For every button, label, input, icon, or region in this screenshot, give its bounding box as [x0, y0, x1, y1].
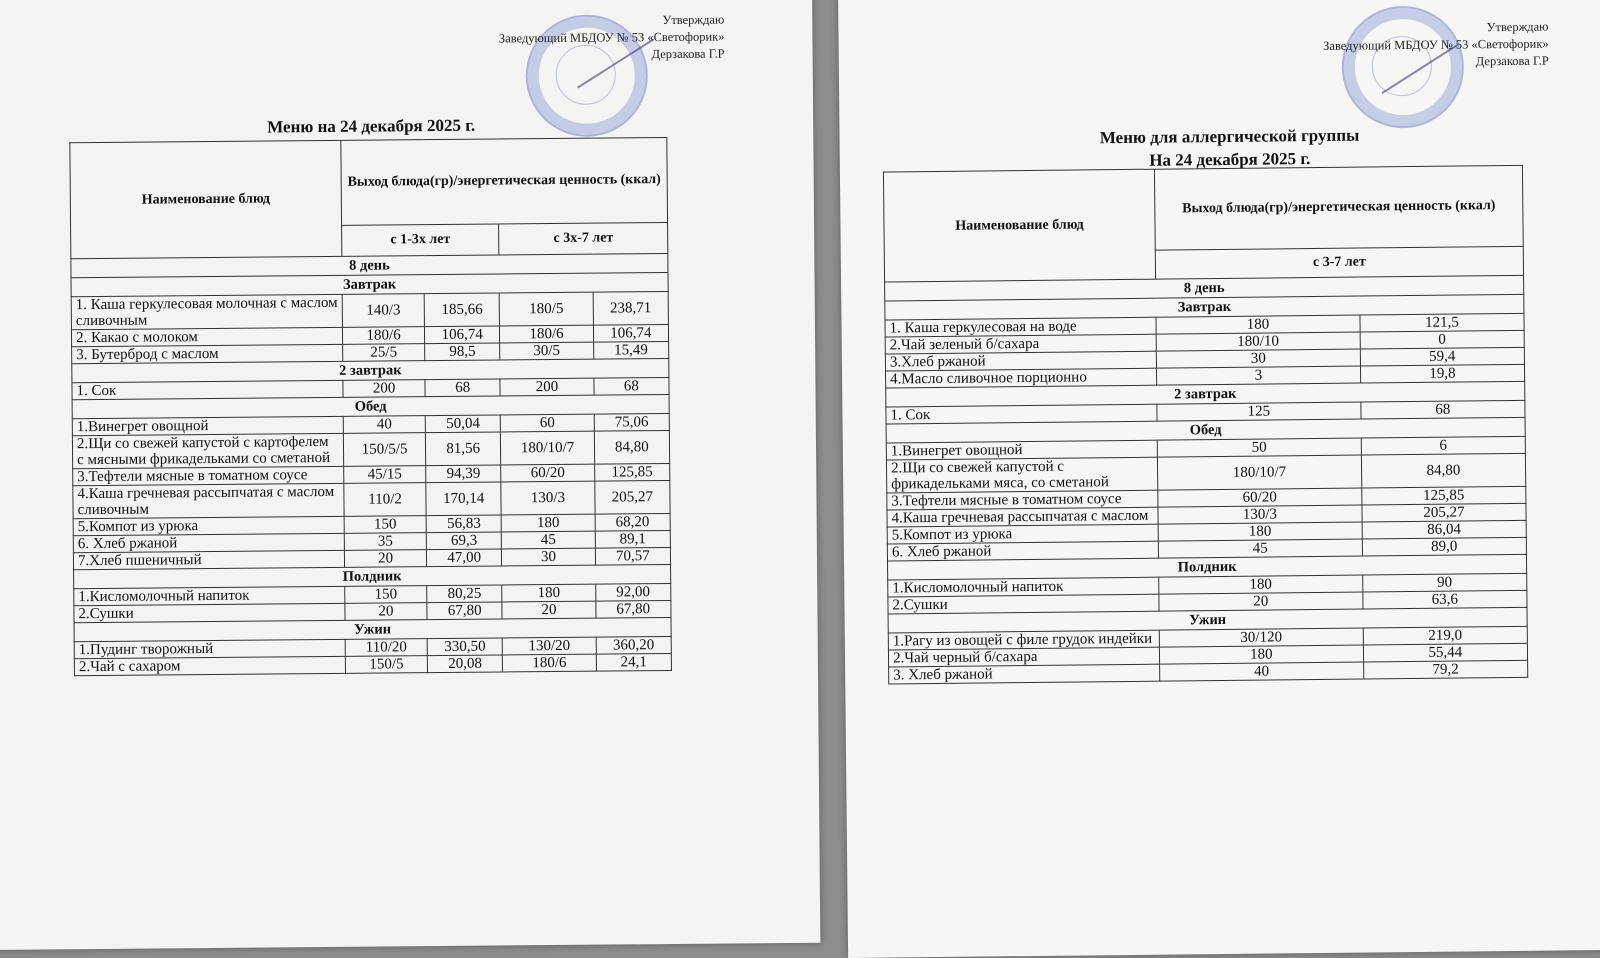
approval-line: Заведующий МБДОУ № 53 «Светофорик» [498, 29, 725, 46]
dish-name: 2.Сушки [888, 594, 1159, 614]
dish-name: 3.Тефтели мясные в томатном соусе [887, 490, 1158, 510]
energy-1-3: 50,04 [425, 415, 500, 433]
energy-3-7: 106,74 [593, 325, 668, 343]
dish-name: 1.Кисломолочный напиток [74, 586, 345, 605]
energy-1-3: 80,25 [427, 585, 502, 603]
portion-1-3: 180/6 [342, 327, 424, 345]
portion-3-7: 180/10/7 [1157, 455, 1361, 490]
portion-3-7: 30 [1156, 349, 1360, 368]
energy-3-7: 68 [1361, 400, 1525, 419]
dish-name: 2.Чай зеленый б/сахара [885, 334, 1156, 354]
dish-name: 2.Щи со свежей капустой с фрикадельками мяса, со сметаной [886, 457, 1157, 493]
portion-3-7: 40 [1160, 662, 1364, 681]
menu-title: Меню на 24 декабря 2025 г. [267, 115, 476, 137]
meal-section-label: Полдник [74, 564, 671, 588]
approval-block [499, 12, 725, 65]
energy-1-3: 94,39 [426, 465, 501, 483]
portion-1-3: 140/3 [342, 294, 424, 328]
energy-1-3: 56,83 [426, 515, 501, 533]
energy-3-7: 55,44 [1363, 643, 1527, 662]
dish-column-header: Наименование блюд [70, 140, 342, 258]
approval-line: Дерзакова Г.Р [1475, 53, 1549, 69]
portion-3-7: 30 [502, 548, 595, 566]
dish-name: 5.Компот из урюка [887, 524, 1158, 544]
menu-table [69, 137, 672, 676]
energy-3-7: 6 [1361, 436, 1525, 455]
portion-1-3: 110/2 [344, 483, 426, 517]
day-label: 8 день [885, 275, 1524, 301]
portion-3-7: 130/20 [503, 637, 596, 655]
energy-3-7: 205,27 [595, 480, 671, 514]
energy-3-7: 121,5 [1360, 313, 1524, 332]
dish-name: 1. Каша геркулесовая на воде [885, 317, 1156, 337]
dish-name: 1. Сок [72, 380, 343, 399]
energy-3-7: 0 [1360, 330, 1524, 349]
portion-3-7: 60 [501, 414, 594, 432]
energy-3-7: 19,8 [1360, 364, 1524, 383]
portion-1-3: 25/5 [343, 344, 425, 362]
energy-3-7: 63,6 [1363, 590, 1527, 609]
energy-3-7: 205,27 [1362, 503, 1526, 522]
energy-1-3: 69,3 [426, 532, 501, 550]
dish-name: 6. Хлеб ржаной [887, 541, 1158, 561]
portion-3-7: 3 [1156, 366, 1360, 385]
portion-1-3: 20 [345, 603, 427, 621]
portion-1-3: 150 [344, 516, 426, 534]
energy-3-7: 89,0 [1362, 537, 1526, 556]
portion-3-7: 180/6 [500, 325, 593, 343]
portion-1-3: 20 [344, 550, 426, 568]
portion-3-7: 200 [500, 378, 593, 396]
energy-1-3: 81,56 [426, 432, 502, 466]
meal-section-label: Ужин [74, 617, 671, 641]
energy-1-3: 98,5 [425, 343, 500, 361]
energy-3-7: 89,1 [595, 530, 670, 548]
energy-3-7: 90 [1362, 573, 1526, 592]
dish-name: 1.Винегрет овощной [72, 416, 343, 435]
dish-name: 5.Компот из урюка [73, 516, 344, 535]
energy-3-7: 84,80 [1361, 453, 1526, 488]
meal-section-label: Полдник [888, 554, 1527, 580]
day-label: 8 день [71, 254, 668, 278]
portion-3-7: 60/20 [1158, 488, 1362, 507]
energy-1-3: 170,14 [426, 482, 502, 516]
energy-3-7: 360,20 [596, 636, 671, 654]
dish-column-header: Наименование блюд [883, 169, 1155, 282]
energy-3-7: 92,00 [595, 583, 670, 601]
output-column-header: Выход блюда(гр)/энергетическая ценность (ккал) [341, 138, 668, 226]
portion-3-7: 130/3 [501, 481, 595, 515]
portion-1-3: 45/15 [344, 466, 426, 484]
approval-line: Заведующий МБДОУ № 53 «Светофорик» [1323, 36, 1549, 53]
portion-1-3: 150/5 [345, 656, 427, 674]
approval-block [1323, 19, 1549, 72]
portion-3-7: 45 [1158, 539, 1362, 558]
energy-3-7: 59,4 [1360, 347, 1524, 366]
portion-3-7: 125 [1157, 402, 1361, 421]
menu-date: На 24 декабря 2025 г. [1149, 149, 1311, 170]
energy-3-7: 15,49 [593, 342, 668, 360]
portion-3-7: 130/3 [1158, 505, 1362, 524]
portion-1-3: 150 [345, 586, 427, 604]
portion-1-3: 35 [344, 533, 426, 551]
dish-name: 3.Тефтели мясные в томатном соусе [73, 466, 344, 485]
dish-name: 2. Какао с молоком [71, 327, 342, 346]
energy-1-3: 20,08 [427, 655, 502, 673]
table-row [71, 292, 668, 330]
menu-sheet-allergy [838, 0, 1600, 958]
age-column-header: с 3х-7 лет [499, 223, 668, 255]
energy-3-7: 70,57 [595, 547, 670, 565]
dish-name: 4.Масло сливочное порционно [886, 368, 1157, 388]
dish-name: 2.Чай черный б/сахара [888, 647, 1159, 667]
portion-1-3: 110/20 [345, 639, 427, 657]
portion-3-7: 180/10/7 [501, 431, 595, 465]
dish-name: 1. Каша геркулесовая молочная с маслом сливочным [71, 294, 342, 329]
dish-name: 3. Бутерброд с маслом [72, 344, 343, 363]
meal-section-label: Завтрак [885, 294, 1524, 320]
menu-table [883, 165, 1528, 685]
energy-3-7: 68,20 [595, 513, 670, 531]
portion-3-7: 60/20 [501, 464, 594, 482]
portion-3-7: 20 [502, 601, 595, 619]
dish-name: 2.Чай с сахаром [74, 656, 345, 675]
dish-name: 1.Винегрет овощной [886, 440, 1157, 460]
portion-3-7: 180/5 [500, 292, 594, 326]
energy-3-7: 125,85 [594, 463, 669, 481]
meal-section-label: 2 завтрак [72, 359, 669, 383]
dish-name: 3.Хлеб ржаной [885, 351, 1156, 371]
energy-3-7: 79,2 [1363, 660, 1527, 679]
meal-section-label: Обед [886, 417, 1525, 443]
approval-line: Утверждаю [662, 12, 725, 28]
menu-title: Меню для аллергической группы [1099, 125, 1360, 148]
energy-3-7: 125,85 [1362, 486, 1526, 505]
energy-1-3: 106,74 [425, 326, 500, 344]
energy-3-7: 67,80 [596, 600, 671, 618]
portion-3-7: 180 [1156, 315, 1360, 334]
energy-1-3: 47,00 [427, 549, 502, 567]
energy-3-7: 84,80 [594, 431, 670, 465]
energy-3-7: 24,1 [596, 653, 671, 671]
portion-3-7: 20 [1159, 592, 1363, 611]
dish-name: 6. Хлеб ржаной [73, 533, 344, 552]
dish-name: 1.Пудинг творожный [74, 639, 345, 658]
dish-name: 4.Каша гречневая рассыпчатая с маслом сливочным [73, 483, 344, 518]
portion-3-7: 180/6 [503, 654, 596, 672]
portion-3-7: 180/10 [1156, 332, 1360, 351]
portion-3-7: 180 [1159, 575, 1363, 594]
energy-3-7: 75,06 [594, 414, 669, 432]
portion-3-7: 45 [502, 531, 595, 549]
portion-3-7: 180 [1159, 645, 1363, 664]
meal-section-label: Ужин [888, 607, 1527, 633]
energy-1-3: 68 [425, 379, 500, 397]
meal-section-label: 2 завтрак [886, 381, 1525, 407]
dish-name: 1.Рагу из овощей с филе грудок индейки [888, 630, 1159, 650]
portion-1-3: 40 [343, 416, 425, 434]
table-row [72, 431, 669, 469]
table-row [73, 480, 670, 518]
age-column-header: с 1-3х лет [342, 224, 500, 256]
portion-3-7: 180 [501, 514, 594, 532]
portion-3-7: 50 [1157, 438, 1361, 457]
portion-1-3: 150/5/5 [343, 433, 425, 467]
dish-name: 2.Сушки [74, 603, 345, 622]
dish-name: 4.Каша гречневая рассыпчатая с маслом [887, 507, 1158, 527]
approval-line: Дерзакова Г.Р [651, 46, 725, 62]
meal-section-label: Обед [72, 395, 669, 419]
output-column-header: Выход блюда(гр)/энергетическая ценность (ккал) [1154, 165, 1523, 250]
energy-3-7: 86,04 [1362, 520, 1526, 539]
dish-name: 2.Щи со свежей капустой с картофелем с мясными фрикадельками со сметаной [72, 433, 343, 468]
energy-1-3: 330,50 [427, 638, 502, 656]
portion-3-7: 180 [1158, 522, 1362, 541]
portion-1-3: 200 [343, 380, 425, 398]
portion-3-7: 180 [502, 584, 595, 602]
approval-line: Утверждаю [1486, 19, 1549, 35]
portion-3-7: 30/5 [500, 342, 593, 360]
meal-section-label: Завтрак [71, 273, 668, 297]
energy-3-7: 68 [594, 378, 669, 396]
age-column-header: с 3-7 лет [1155, 246, 1523, 279]
energy-3-7: 219,0 [1363, 626, 1527, 645]
energy-1-3: 185,66 [424, 293, 500, 327]
dish-name: 1.Кисломолочный напиток [888, 577, 1159, 597]
dish-name: 3. Хлеб ржаной [889, 664, 1160, 684]
portion-3-7: 30/120 [1159, 628, 1363, 647]
dish-name: 1. Сок [886, 404, 1157, 424]
dish-name: 7.Хлеб пшеничный [73, 550, 344, 569]
energy-1-3: 67,80 [427, 602, 502, 620]
energy-3-7: 238,71 [593, 292, 669, 326]
